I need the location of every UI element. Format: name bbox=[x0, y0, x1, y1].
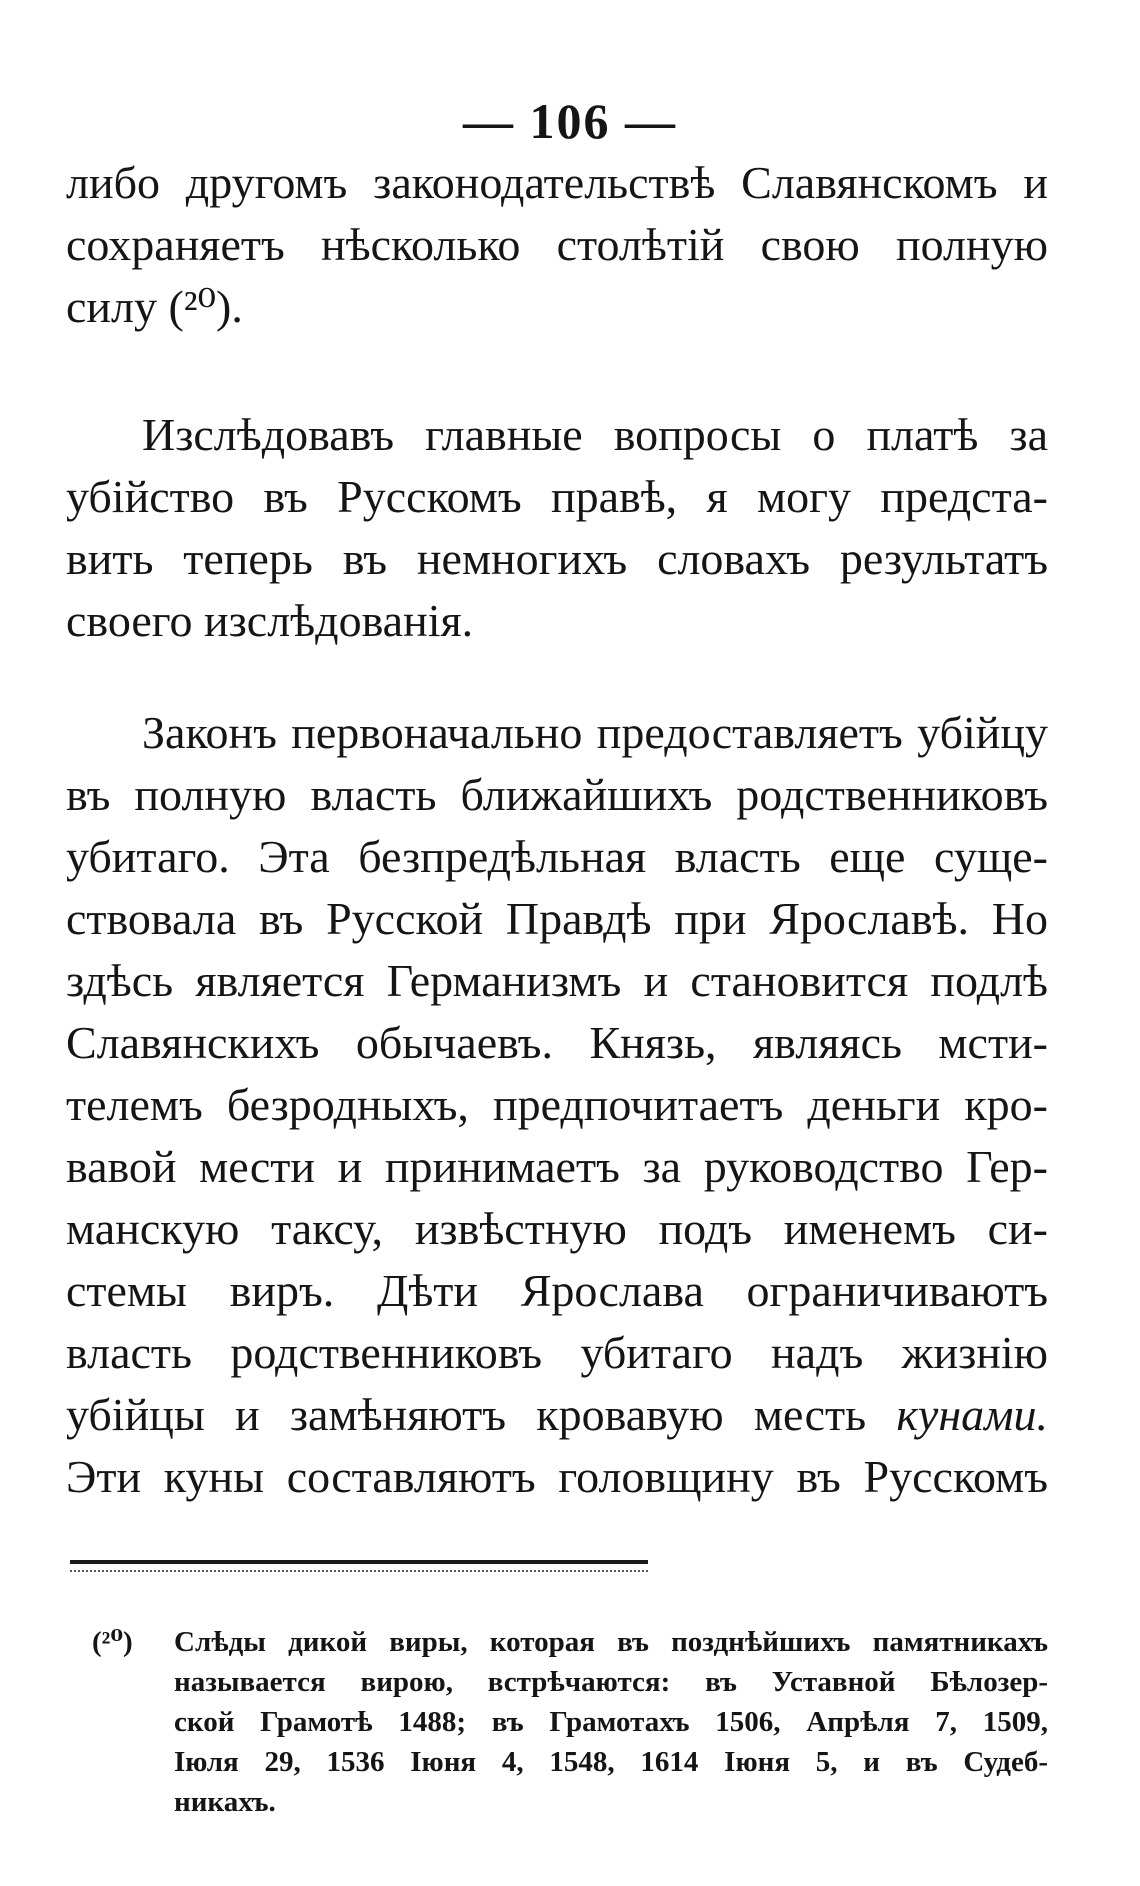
page-number: — 106 — bbox=[463, 93, 677, 149]
footnote-mark: (²⁰) bbox=[92, 1626, 133, 1658]
paragraph-line: Славянскихъ обычаевъ. Князь, являясь мсти- bbox=[66, 1017, 1048, 1068]
paragraph-line: силу (²⁰). bbox=[66, 281, 243, 332]
footnote-line: Слѣды дикой виры, которая въ позднѣйшихъ памятникахъ bbox=[174, 1626, 1048, 1658]
paragraph-line: Изслѣдовавъ главные вопросы о платѣ за bbox=[142, 409, 1048, 460]
footnote-divider-dotted bbox=[70, 1570, 648, 1572]
paragraph-line: убитаго. Эта безпредѣльная власть еще суще- bbox=[66, 831, 1048, 882]
paragraph-line: стемы виръ. Дѣти Ярослава ограничиваютъ bbox=[66, 1265, 1048, 1316]
paragraph-line: телемъ безродныхъ, предпочитаетъ деньги кро- bbox=[66, 1079, 1048, 1130]
paragraph-line: либо другомъ законодательствѣ Славянскомъ и bbox=[66, 157, 1048, 208]
paragraph-line: въ полную власть ближайшихъ родственниковъ bbox=[66, 769, 1048, 820]
footnote-divider bbox=[70, 1560, 648, 1564]
paragraph-line: убійство въ Русскомъ правѣ, я могу предста- bbox=[66, 471, 1048, 522]
paragraph-line: Законъ первоначально предоставляетъ убійцу bbox=[142, 707, 1048, 758]
paragraph-line: Эти куны составляютъ головщину въ Русскомъ bbox=[66, 1451, 1048, 1502]
paragraph-line: вить теперь въ немногихъ словахъ результатъ bbox=[66, 533, 1048, 584]
paragraph-1 bbox=[66, 152, 1048, 338]
italic-word: кунами. bbox=[896, 1389, 1049, 1440]
footnote-text bbox=[174, 1622, 1048, 1822]
line-text: убійцы и замѣняютъ кровавую месть bbox=[66, 1389, 867, 1440]
footnote-line: Іюля 29, 1536 Іюня 4, 1548, 1614 Іюня 5, и въ Судеб- bbox=[174, 1746, 1048, 1778]
paragraph-line-with-italic bbox=[66, 1384, 1048, 1446]
paragraph-line: власть родственниковъ убитаго надъ жизнію bbox=[66, 1327, 1048, 1378]
paragraph-line: своего изслѣдованія. bbox=[66, 595, 474, 646]
paragraph-2 bbox=[66, 404, 1048, 652]
footnote-line: никахъ. bbox=[174, 1786, 276, 1818]
footnote bbox=[92, 1622, 1048, 1822]
paragraph-line: здѣсь является Германизмъ и становится подлѣ bbox=[66, 955, 1048, 1006]
paragraph-line: сохраняетъ нѣсколько столѣтій свою полную bbox=[66, 219, 1048, 270]
paragraph-line: вавой мести и принимаетъ за руководство Гер- bbox=[66, 1141, 1048, 1192]
paragraph-line: ствовала въ Русской Правдѣ при Ярославѣ. Но bbox=[66, 893, 1048, 944]
paragraph-line: манскую таксу, извѣстную подъ именемъ си- bbox=[66, 1203, 1048, 1254]
paragraph-3 bbox=[66, 702, 1048, 1508]
footnote-line: называется вирою, встрѣчаются: въ Уставной Бѣлозер- bbox=[174, 1666, 1048, 1698]
footnote-line: ской Грамотѣ 1488; въ Грамотахъ 1506, Апрѣля 7, 1509, bbox=[174, 1706, 1048, 1738]
